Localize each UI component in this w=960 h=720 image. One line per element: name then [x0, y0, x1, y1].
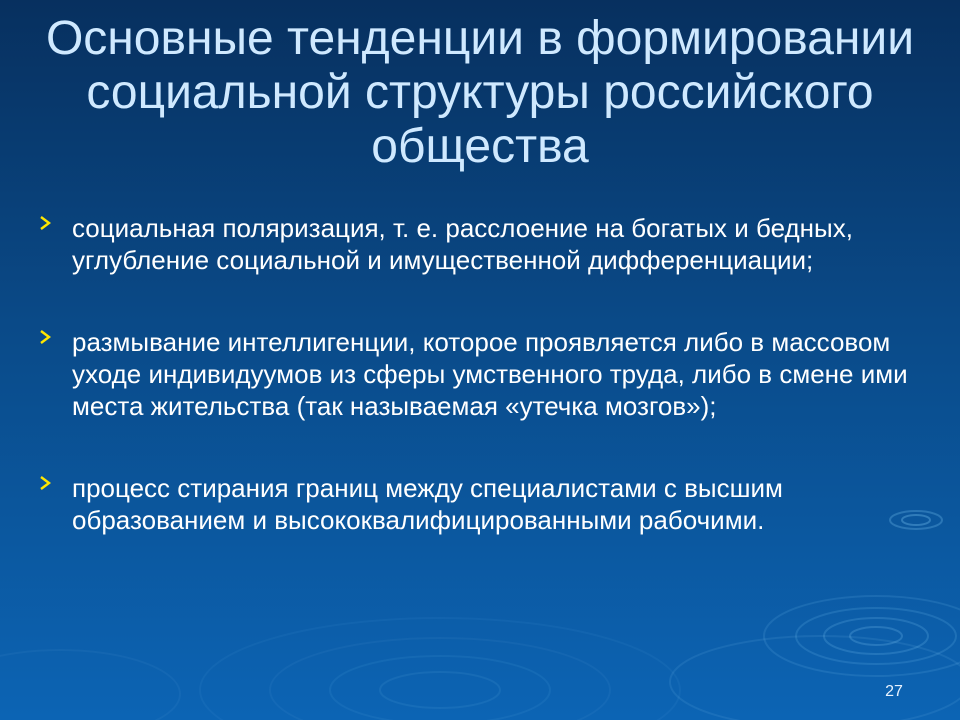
slide-title: Основные тенденции в формировании социальной структуры российского общества [45, 12, 915, 173]
chevron-right-icon [38, 329, 54, 345]
page-number: 27 [885, 683, 903, 700]
bullet-text: размывание интеллигенции, которое проявляется либо в массовом уходе индивидуумов из сферы умственного труда, либо в смене ими места жительства (так называемая «утечка мозгов»); [72, 327, 908, 421]
bullet-text: социальная поляризация, т. е. расслоение на богатых и бедных, углубление социальной и имущественной дифференциации; [72, 213, 853, 275]
bullet-item [38, 212, 918, 276]
bullet-item [38, 472, 918, 536]
chevron-right-icon [38, 215, 54, 231]
bullet-list [38, 212, 918, 536]
chevron-right-icon [38, 475, 54, 491]
bullet-item [38, 326, 918, 422]
bullet-text: процесс стирания границ между специалистами с высшим образованием и высококвалифицированными рабочими. [72, 473, 783, 535]
